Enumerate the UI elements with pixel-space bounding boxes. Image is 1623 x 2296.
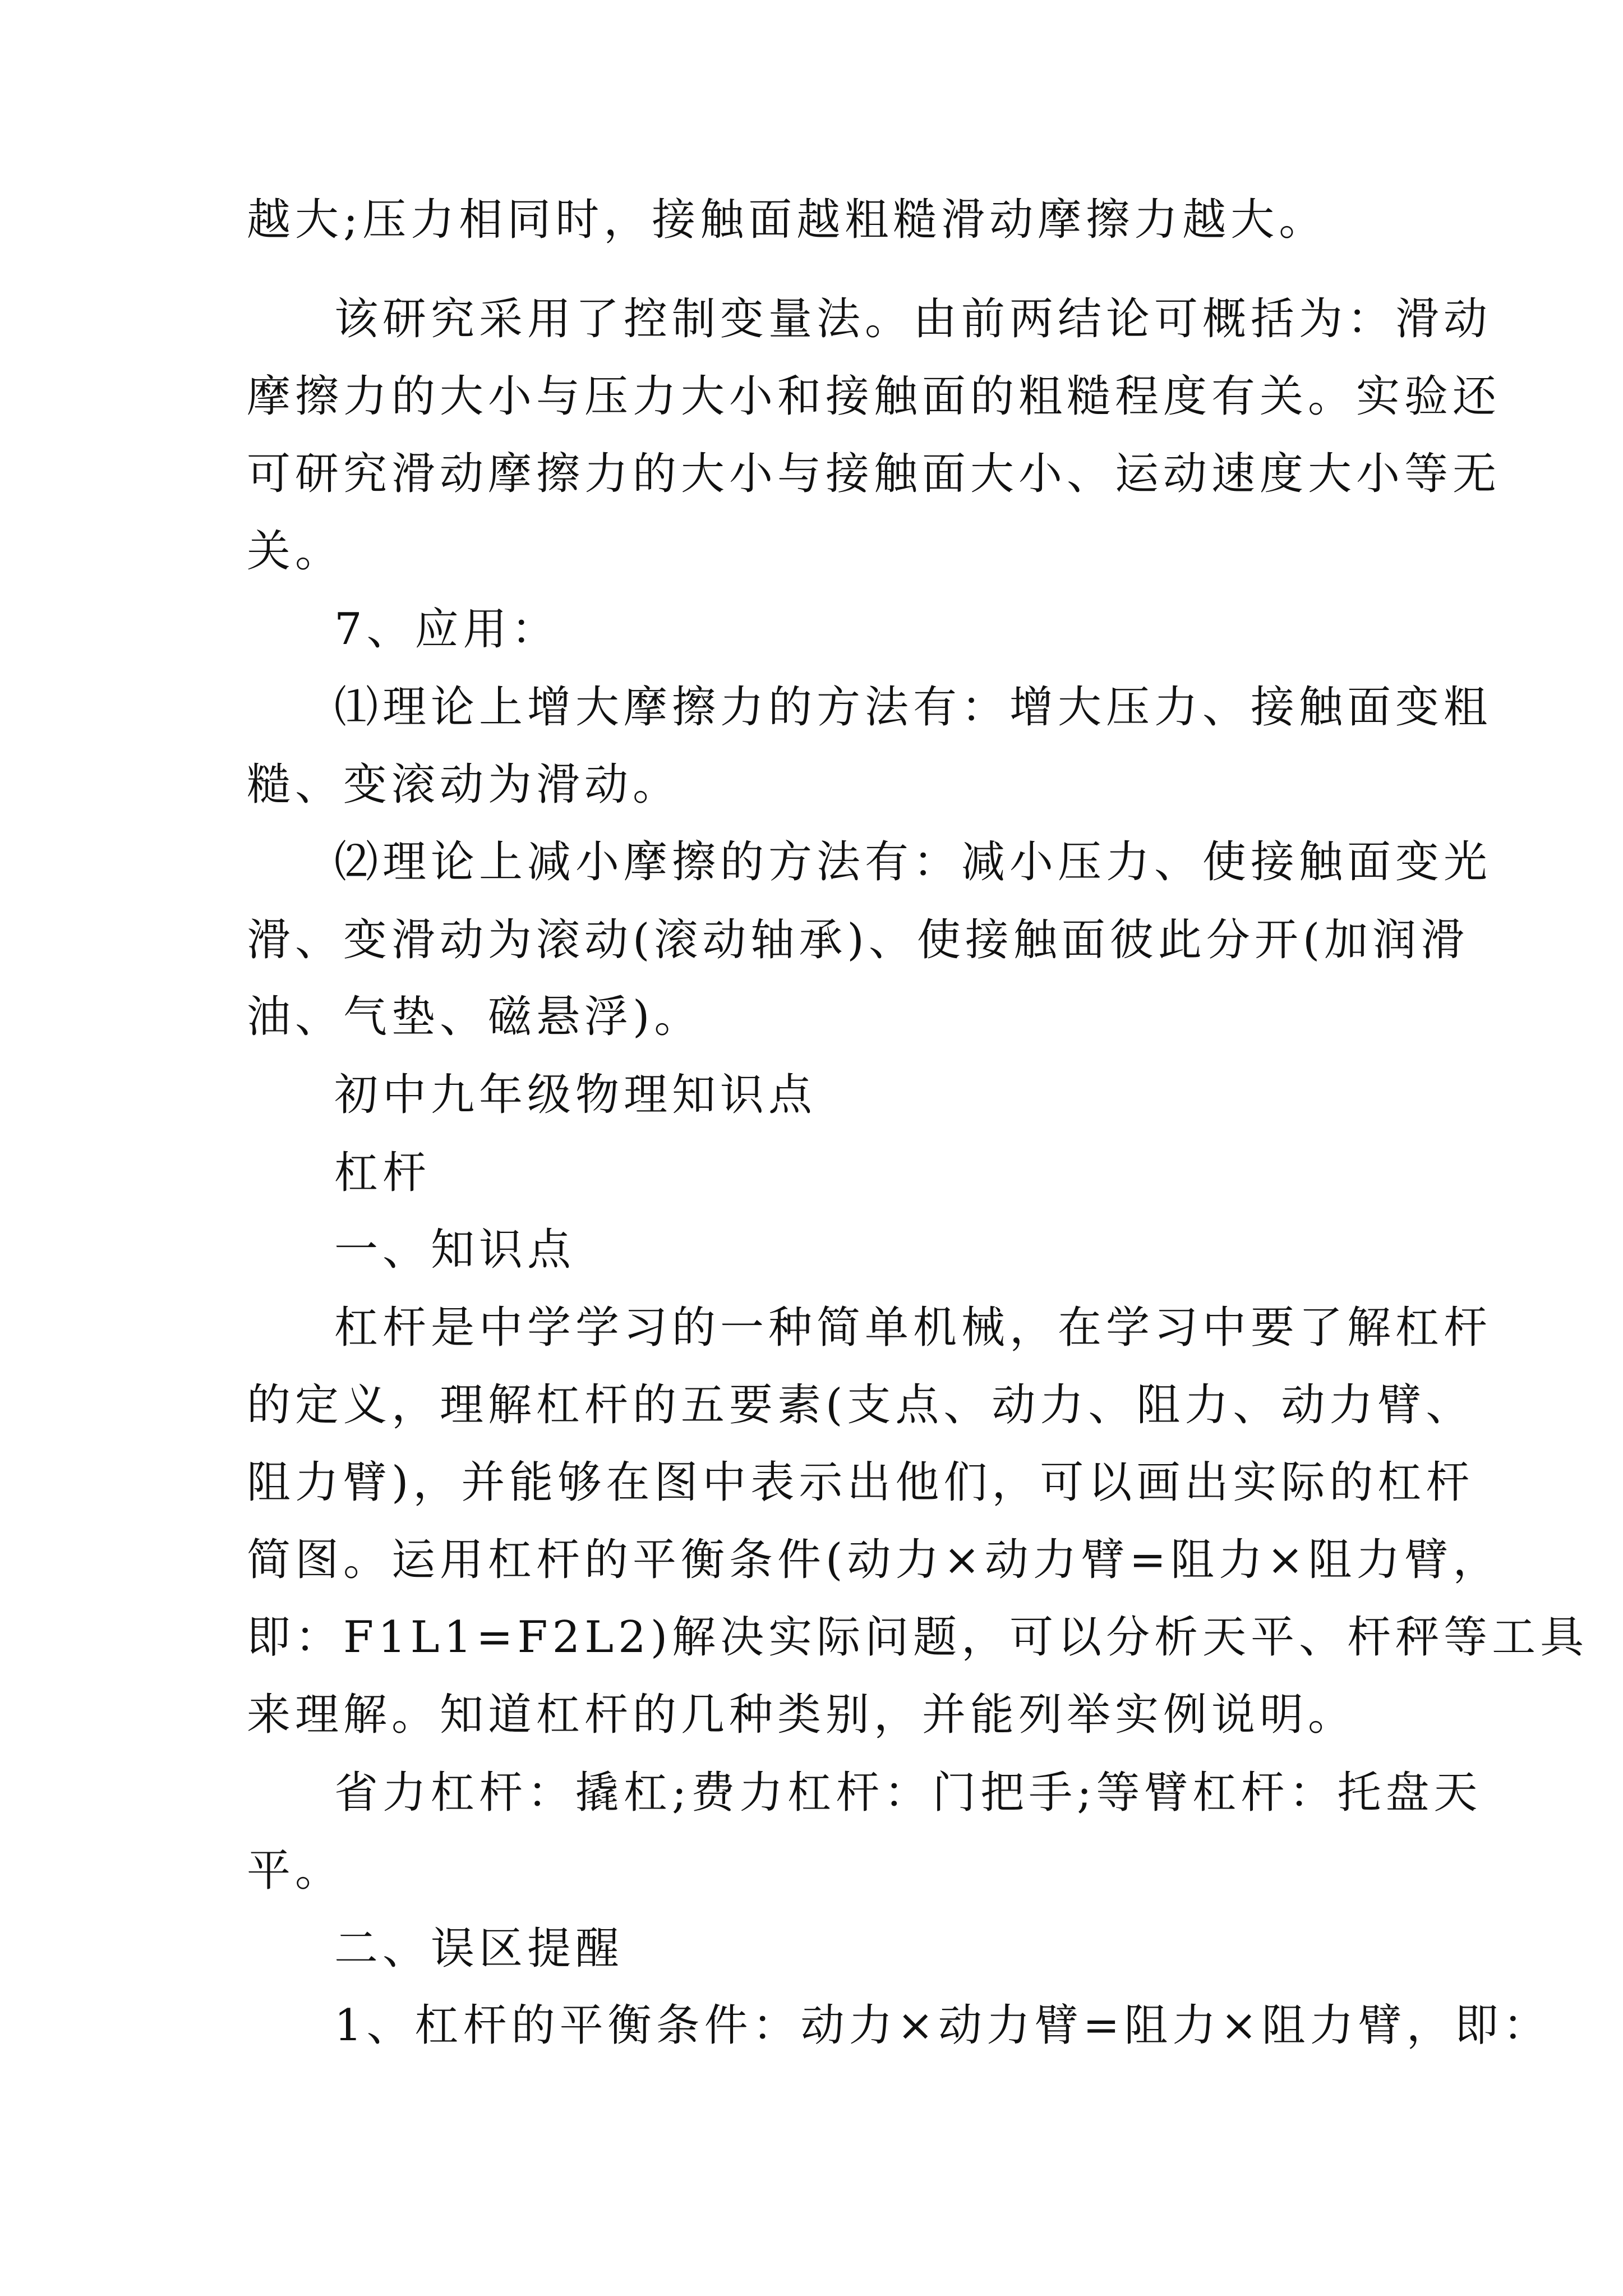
text-line-19: 即：F1L1=F2L2)解决实际问题，可以分析天平、杆秤等工具: [247, 1612, 1589, 1663]
text-line-5: 关。: [247, 526, 344, 577]
text-line-18: 简图。运用杠杆的平衡条件(动力×动力臂=阻力×阻力臂，: [247, 1535, 1501, 1585]
text-line-22: 平。: [247, 1846, 344, 1896]
text-line-9: ⑵理论上减小摩擦的方法有：减小压力、使接触面变光: [334, 837, 1492, 887]
text-line-8: 糙、变滚动为滑动。: [247, 760, 681, 810]
text-line-15: 杠杆是中学学习的一种简单机械，在学习中要了解杠杆: [334, 1303, 1492, 1353]
text-line-6: 7、应用：: [334, 604, 560, 655]
text-line-7: ⑴理论上增大摩擦力的方法有：增大压力、接触面变粗: [334, 682, 1492, 733]
text-line-10: 滑、变滑动为滚动(滚动轴承)、使接触面彼此分开(加润滑: [247, 915, 1469, 965]
text-line-11: 油、气垫、磁悬浮)。: [247, 992, 703, 1042]
text-line-16: 的定义，理解杠杆的五要素(支点、动力、阻力、动力臂、: [247, 1380, 1474, 1430]
topic-title: 杠杆: [334, 1148, 431, 1198]
text-line-4: 可研究滑动摩擦力的大小与接触面大小、运动速度大小等无: [247, 449, 1501, 499]
text-line-24: 1、杠杆的平衡条件：动力×动力臂=阻力×阻力臂，即：: [334, 2000, 1551, 2051]
text-line-20: 来理解。知道杠杆的几种类别，并能列举实例说明。: [247, 1690, 1357, 1740]
text-line-3: 摩擦力的大小与压力大小和接触面的粗糙程度有关。实验还: [247, 371, 1501, 422]
text-line-1: 越大;压力相同时，接触面越粗糙滑动摩擦力越大。: [247, 195, 1327, 245]
text-line-21: 省力杠杆：撬杠;费力杠杆：门把手;等臂杠杆：托盘天: [334, 1768, 1482, 1818]
text-line-2: 该研究采用了控制变量法。由前两结论可概括为：滑动: [334, 294, 1492, 344]
section-heading: 初中九年级物理知识点: [334, 1070, 817, 1120]
subsection-heading-1: 一、知识点: [334, 1225, 576, 1275]
text-line-17: 阻力臂)，并能够在图中表示出他们，可以画出实际的杠杆: [247, 1457, 1474, 1508]
subsection-heading-2: 二、误区提醒: [334, 1924, 624, 1974]
